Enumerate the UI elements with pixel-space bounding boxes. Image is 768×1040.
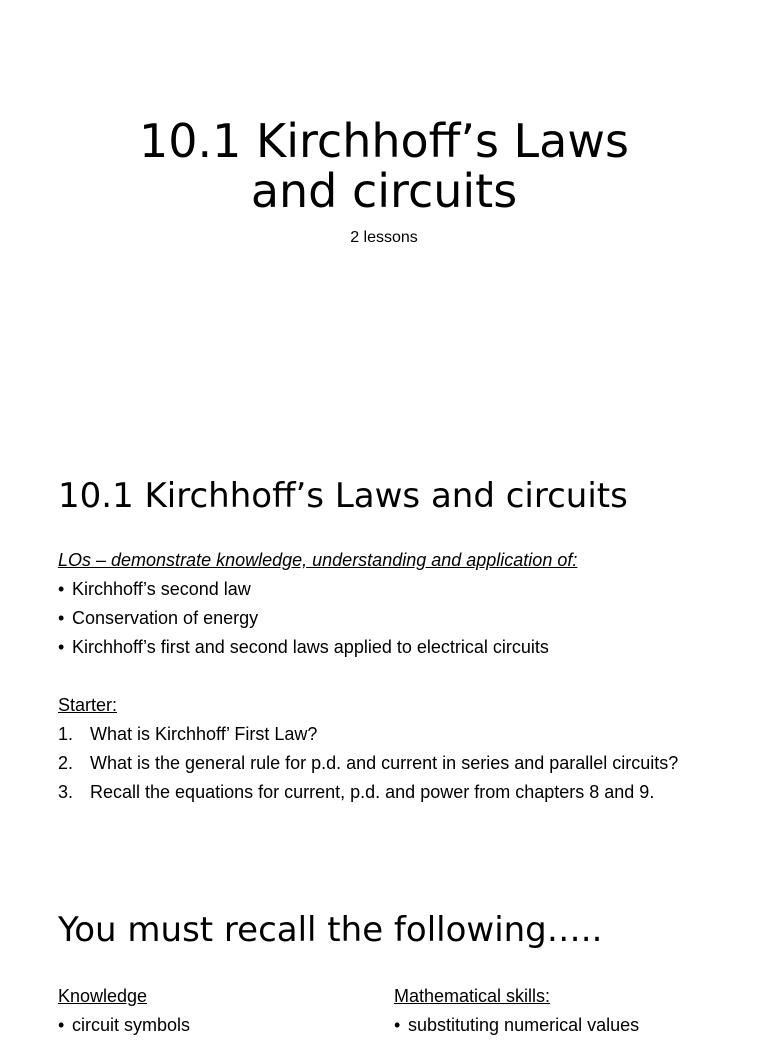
starter-text: What is the general rule for p.d. and current in series and parallel circuits? <box>90 753 679 773</box>
title-slide <box>0 0 768 432</box>
objectives-list <box>58 575 738 662</box>
objectives-slide <box>0 432 768 864</box>
knowledge-column <box>58 982 190 1040</box>
main-title <box>0 116 768 216</box>
objective-item: • Kirchhoff’s second law <box>58 575 738 604</box>
objective-item: • Conservation of energy <box>58 604 738 633</box>
main-title-line-1: 10.1 Kirchhoff’s Laws <box>139 114 629 168</box>
starter-item <box>58 720 738 749</box>
starter-number: 2. <box>58 753 74 773</box>
math-skills-heading: Mathematical skills: <box>394 986 551 1006</box>
main-title-line-2: and circuits <box>250 164 518 218</box>
starter-number: 3. <box>58 782 74 802</box>
starter-text: What is Kirchhoff’ First Law? <box>90 724 318 744</box>
starter-text: Recall the equations for current, p.d. and power from chapters 8 and 9. <box>90 782 655 802</box>
starter-item <box>58 749 738 778</box>
starter-list <box>58 720 738 807</box>
math-skill-item: • substituting numerical values <box>394 1011 639 1040</box>
starter-heading: Starter: <box>58 695 118 715</box>
knowledge-list <box>58 1011 190 1040</box>
slide-heading: 10.1 Kirchhoff’s Laws and circuits <box>58 476 628 516</box>
objectives-heading: LOs – demonstrate knowledge, understanding and application of: <box>58 550 578 570</box>
math-skills-column <box>394 982 639 1040</box>
objectives-block <box>58 546 738 807</box>
objective-item: • Kirchhoff’s first and second laws applied to electrical circuits <box>58 633 738 662</box>
recall-slide <box>0 864 768 1035</box>
slide-heading: You must recall the following….. <box>58 910 603 950</box>
starter-item <box>58 778 738 807</box>
math-skills-list <box>394 1011 639 1040</box>
starter-number: 1. <box>58 724 74 744</box>
knowledge-heading: Knowledge <box>58 986 148 1006</box>
subtitle: 2 lessons <box>350 229 418 246</box>
knowledge-item: • circuit symbols <box>58 1011 190 1040</box>
